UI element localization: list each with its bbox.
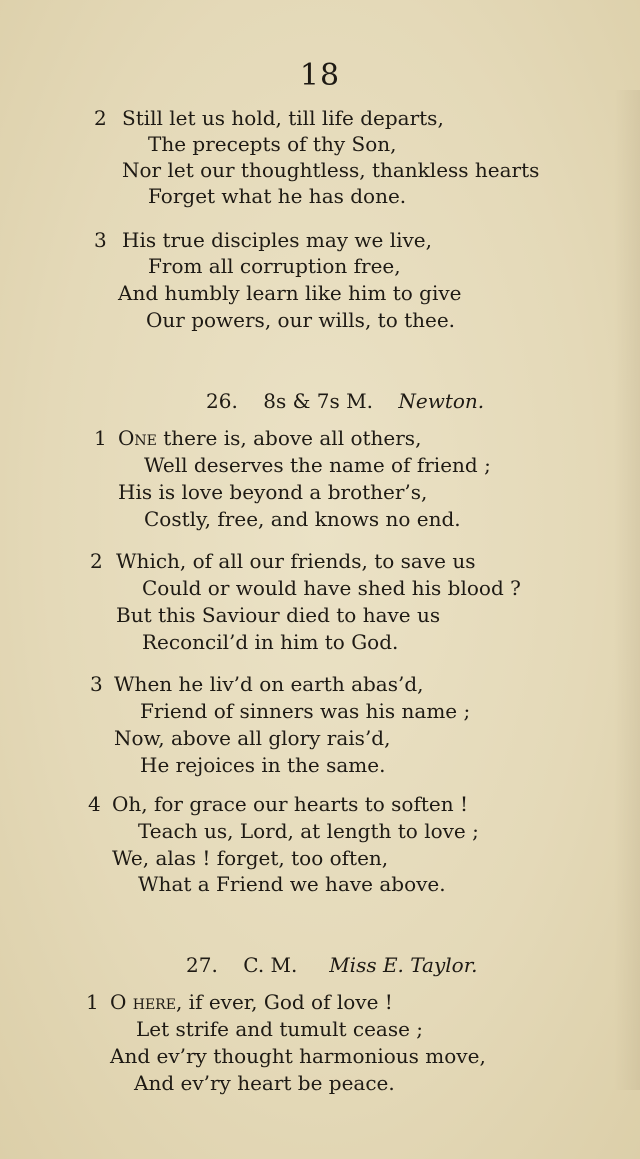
verse-line: His is love beyond a brother’s,	[118, 480, 428, 504]
verse-number: 4	[88, 792, 101, 816]
hymn-number: 26.	[206, 389, 238, 413]
first-line-rest: there is, above all others,	[156, 426, 422, 450]
verse-line: And humbly learn like him to give	[118, 281, 462, 305]
hymn-number: 27.	[186, 953, 218, 977]
verse-line: Forget what he has done.	[148, 184, 407, 208]
verse-number: 3	[90, 672, 103, 696]
verse-line: Could or would have shed his blood ?	[142, 576, 521, 600]
first-word: One	[118, 426, 157, 450]
verse-line: Nor let our thoughtless, thankless hearts	[122, 158, 540, 182]
verse-line: His true disciples may we live,	[122, 228, 432, 252]
verse-line: Now, above all glory rais’d,	[114, 726, 391, 750]
first-word: O here	[110, 990, 176, 1014]
verse-number: 3	[94, 228, 107, 252]
verse-number: 1	[94, 426, 107, 450]
verse-line	[110, 990, 393, 1014]
hymn-meter: C. M.	[243, 953, 298, 977]
verse-line: But this Saviour died to have us	[116, 603, 441, 627]
hymn-heading	[186, 953, 477, 977]
verse-line: We, alas ! forget, too often,	[112, 846, 389, 870]
first-line-rest: , if ever, God of love !	[175, 990, 393, 1014]
verse-line: Still let us hold, till life departs,	[122, 106, 444, 130]
verse-line: What a Friend we have above.	[138, 872, 446, 896]
verse-line: He rejoices in the same.	[140, 753, 386, 777]
verse-line: Teach us, Lord, at length to love ;	[138, 819, 479, 843]
verse-line: Which, of all our friends, to save us	[116, 549, 476, 573]
verse-line: Well deserves the name of friend ;	[144, 453, 491, 477]
verse-number: 2	[90, 549, 103, 573]
hymn-author: Miss E. Taylor.	[329, 953, 478, 977]
verse-line: And ev’ry thought harmonious move,	[110, 1044, 486, 1068]
verse-line: Our powers, our wills, to thee.	[146, 308, 456, 332]
verse-line: The precepts of thy Son,	[148, 132, 397, 156]
verse-line: Oh, for grace our hearts to soften !	[112, 792, 469, 816]
page-edge-shadow	[614, 90, 640, 1090]
verse-number: 2	[94, 106, 107, 130]
verse-line: Friend of sinners was his name ;	[140, 699, 471, 723]
verse-line: Let strife and tumult cease ;	[136, 1017, 424, 1041]
verse-line: When he liv’d on earth abas’d,	[114, 672, 424, 696]
page-number: 18	[299, 58, 341, 93]
verse-line: Costly, free, and knows no end.	[144, 507, 461, 531]
hymn-heading	[206, 389, 484, 413]
hymn-tune: Newton.	[398, 389, 485, 413]
verse-number: 1	[86, 990, 99, 1014]
hymn-meter: 8s & 7s M.	[263, 389, 373, 413]
verse-line: From all corruption free,	[148, 254, 401, 278]
verse-line	[118, 426, 421, 450]
verse-line: And ev’ry heart be peace.	[134, 1071, 395, 1095]
verse-line: Reconcil’d in him to God.	[142, 630, 399, 654]
